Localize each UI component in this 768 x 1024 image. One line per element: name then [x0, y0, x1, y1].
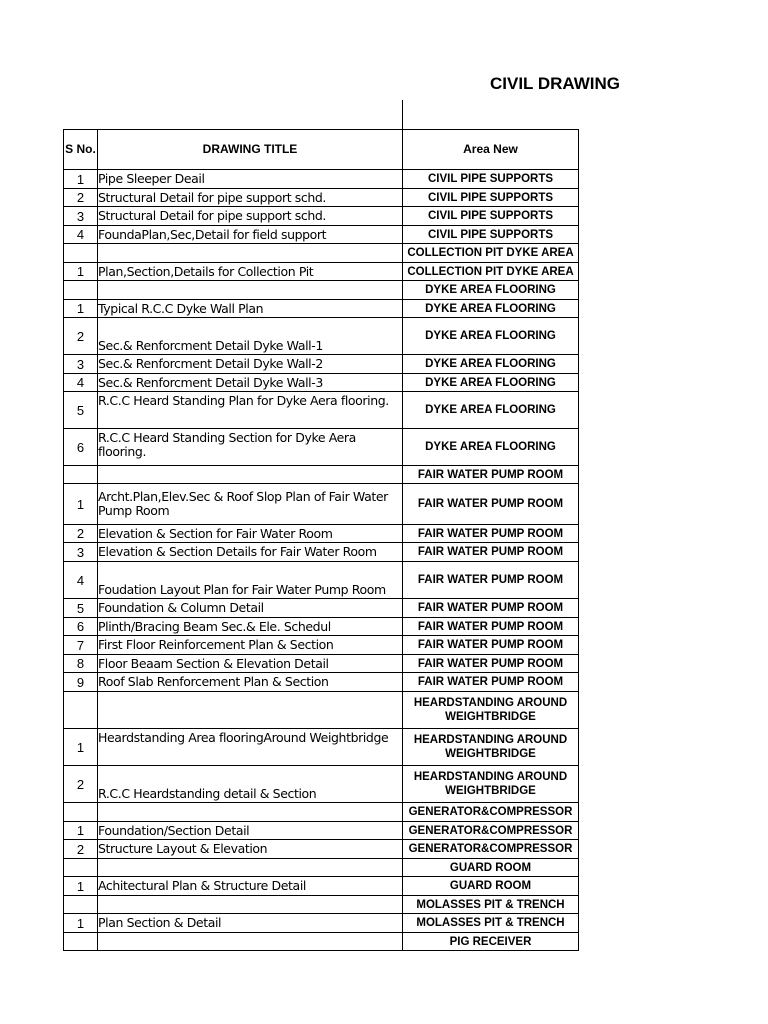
row-sno: 1 [64, 484, 98, 525]
row-area: FAIR WATER PUMP ROOM [403, 673, 579, 692]
drawing-list-table [63, 129, 579, 951]
row-area: CIVIL PIPE SUPPORTS [403, 189, 579, 207]
row-area: DYKE AREA FLOORING [403, 281, 579, 300]
row-area: FAIR WATER PUMP ROOM [403, 525, 579, 543]
row-drawing-title: Floor Beaam Section & Elevation Detail [98, 655, 403, 673]
row-sno [64, 803, 98, 822]
table-row [64, 281, 579, 300]
row-drawing-title: Roof Slab Renforcement Plan & Section [98, 673, 403, 692]
row-area: GENERATOR&COMPRESSOR [403, 803, 579, 822]
table-row [64, 822, 579, 840]
row-area: HEARDSTANDING AROUND WEIGHTBRIDGE [403, 692, 579, 729]
row-area: HEARDSTANDING AROUND WEIGHTBRIDGE [403, 729, 579, 766]
table-row [64, 803, 579, 822]
row-area: DYKE AREA FLOORING [403, 300, 579, 318]
row-drawing-title: Typical R.C.C Dyke Wall Plan [98, 300, 403, 318]
table-row [64, 484, 579, 525]
row-sno: 6 [64, 618, 98, 636]
row-drawing-title: Archt.Plan,Elev.Sec & Roof Slop Plan of Fair Water Pump Room [98, 484, 403, 525]
table-row [64, 300, 579, 318]
row-sno: 4 [64, 226, 98, 244]
row-drawing-title: Plan Section & Detail [98, 914, 403, 933]
row-drawing-title: Foundation & Column Detail [98, 599, 403, 618]
table-row [64, 933, 579, 951]
row-area: DYKE AREA FLOORING [403, 392, 579, 429]
row-drawing-title [98, 466, 403, 484]
row-sno: 1 [64, 170, 98, 189]
row-sno: 2 [64, 189, 98, 207]
row-drawing-title [98, 896, 403, 914]
table-row [64, 263, 579, 281]
table-row [64, 655, 579, 673]
row-drawing-title: R.C.C Heard Standing Plan for Dyke Aera flooring. [98, 392, 403, 429]
row-drawing-title: R.C.C Heardstanding detail & Section [98, 766, 403, 803]
row-area: CIVIL PIPE SUPPORTS [403, 207, 579, 226]
row-drawing-title [98, 281, 403, 300]
table-row [64, 766, 579, 803]
row-drawing-title: Structure Layout & Elevation [98, 840, 403, 859]
table-row [64, 525, 579, 543]
table-row [64, 466, 579, 484]
table-row [64, 189, 579, 207]
row-sno: 5 [64, 392, 98, 429]
table-row [64, 599, 579, 618]
row-sno: 4 [64, 562, 98, 599]
row-sno: 2 [64, 766, 98, 803]
row-drawing-title: Elevation & Section Details for Fair Water Room [98, 543, 403, 562]
row-sno: 4 [64, 374, 98, 392]
table-row [64, 244, 579, 263]
row-drawing-title [98, 244, 403, 263]
table-row [64, 636, 579, 655]
row-sno [64, 244, 98, 263]
row-area: COLLECTION PIT DYKE AREA [403, 244, 579, 263]
row-drawing-title: R.C.C Heard Standing Section for Dyke Aera flooring. [98, 429, 403, 466]
row-sno [64, 896, 98, 914]
table-row [64, 318, 579, 355]
row-sno [64, 933, 98, 951]
row-sno: 2 [64, 318, 98, 355]
row-area: GUARD ROOM [403, 877, 579, 896]
row-drawing-title [98, 803, 403, 822]
row-area: MOLASSES PIT & TRENCH [403, 914, 579, 933]
row-area: FAIR WATER PUMP ROOM [403, 484, 579, 525]
row-area: DYKE AREA FLOORING [403, 374, 579, 392]
row-area: HEARDSTANDING AROUND WEIGHTBRIDGE [403, 766, 579, 803]
table-row [64, 877, 579, 896]
table-row [64, 840, 579, 859]
table-row [64, 896, 579, 914]
table-row [64, 226, 579, 244]
row-drawing-title: Achitectural Plan & Structure Detail [98, 877, 403, 896]
table-row [64, 207, 579, 226]
row-area: DYKE AREA FLOORING [403, 355, 579, 374]
row-area: FAIR WATER PUMP ROOM [403, 599, 579, 618]
table-row [64, 429, 579, 466]
row-sno [64, 466, 98, 484]
row-area: FAIR WATER PUMP ROOM [403, 618, 579, 636]
row-sno: 9 [64, 673, 98, 692]
row-drawing-title [98, 933, 403, 951]
row-drawing-title: Structural Detail for pipe support schd. [98, 207, 403, 226]
row-sno [64, 281, 98, 300]
table-row [64, 392, 579, 429]
row-sno: 7 [64, 636, 98, 655]
row-drawing-title: Elevation & Section for Fair Water Room [98, 525, 403, 543]
row-drawing-title [98, 859, 403, 877]
table-row [64, 562, 579, 599]
row-area: CIVIL PIPE SUPPORTS [403, 226, 579, 244]
row-area: FAIR WATER PUMP ROOM [403, 543, 579, 562]
table-row [64, 673, 579, 692]
row-area: DYKE AREA FLOORING [403, 318, 579, 355]
header-drawing-title: DRAWING TITLE [98, 130, 403, 170]
row-sno: 1 [64, 300, 98, 318]
row-drawing-title: Plan,Section,Details for Collection Pit [98, 263, 403, 281]
row-area: COLLECTION PIT DYKE AREA [403, 263, 579, 281]
row-sno: 1 [64, 877, 98, 896]
row-sno: 3 [64, 543, 98, 562]
table-row [64, 859, 579, 877]
table-row [64, 374, 579, 392]
row-area: PIG RECEIVER [403, 933, 579, 951]
row-sno: 1 [64, 914, 98, 933]
row-sno: 8 [64, 655, 98, 673]
row-drawing-title: Heardstanding Area flooringAround Weightbridge [98, 729, 403, 766]
table-row [64, 618, 579, 636]
row-area: GENERATOR&COMPRESSOR [403, 822, 579, 840]
row-drawing-title: Foundation/Section Detail [98, 822, 403, 840]
table-row [64, 170, 579, 189]
row-drawing-title: Structural Detail for pipe support schd. [98, 189, 403, 207]
row-drawing-title: Pipe Sleeper Deail [98, 170, 403, 189]
row-area: FAIR WATER PUMP ROOM [403, 655, 579, 673]
header-area: Area New [403, 130, 579, 170]
table-header-row [64, 130, 579, 170]
row-area: MOLASSES PIT & TRENCH [403, 896, 579, 914]
row-area: GUARD ROOM [403, 859, 579, 877]
row-sno: 1 [64, 822, 98, 840]
row-drawing-title: FoundaPlan,Sec,Detail for field support [98, 226, 403, 244]
column-divider [402, 100, 403, 130]
table-row [64, 692, 579, 729]
row-sno: 5 [64, 599, 98, 618]
table-row [64, 355, 579, 374]
row-drawing-title: Sec.& Renforcment Detail Dyke Wall-3 [98, 374, 403, 392]
table-row [64, 543, 579, 562]
row-drawing-title: Sec.& Renforcment Detail Dyke Wall-2 [98, 355, 403, 374]
row-area: FAIR WATER PUMP ROOM [403, 466, 579, 484]
row-sno: 1 [64, 263, 98, 281]
row-sno: 1 [64, 729, 98, 766]
header-sno: S No. [64, 130, 98, 170]
row-drawing-title: Sec.& Renforcment Detail Dyke Wall-1 [98, 318, 403, 355]
table-row [64, 729, 579, 766]
table-row [64, 914, 579, 933]
row-drawing-title: Plinth/Bracing Beam Sec.& Ele. Schedul [98, 618, 403, 636]
row-area: CIVIL PIPE SUPPORTS [403, 170, 579, 189]
row-sno: 2 [64, 840, 98, 859]
row-drawing-title: First Floor Reinforcement Plan & Section [98, 636, 403, 655]
page-title: CIVIL DRAWING [490, 74, 621, 93]
row-sno: 6 [64, 429, 98, 466]
row-area: DYKE AREA FLOORING [403, 429, 579, 466]
row-sno [64, 692, 98, 729]
row-sno [64, 859, 98, 877]
row-area: GENERATOR&COMPRESSOR [403, 840, 579, 859]
row-area: FAIR WATER PUMP ROOM [403, 636, 579, 655]
row-area: FAIR WATER PUMP ROOM [403, 562, 579, 599]
row-drawing-title: Foudation Layout Plan for Fair Water Pump Room [98, 562, 403, 599]
row-sno: 3 [64, 207, 98, 226]
row-drawing-title [98, 692, 403, 729]
row-sno: 2 [64, 525, 98, 543]
row-sno: 3 [64, 355, 98, 374]
